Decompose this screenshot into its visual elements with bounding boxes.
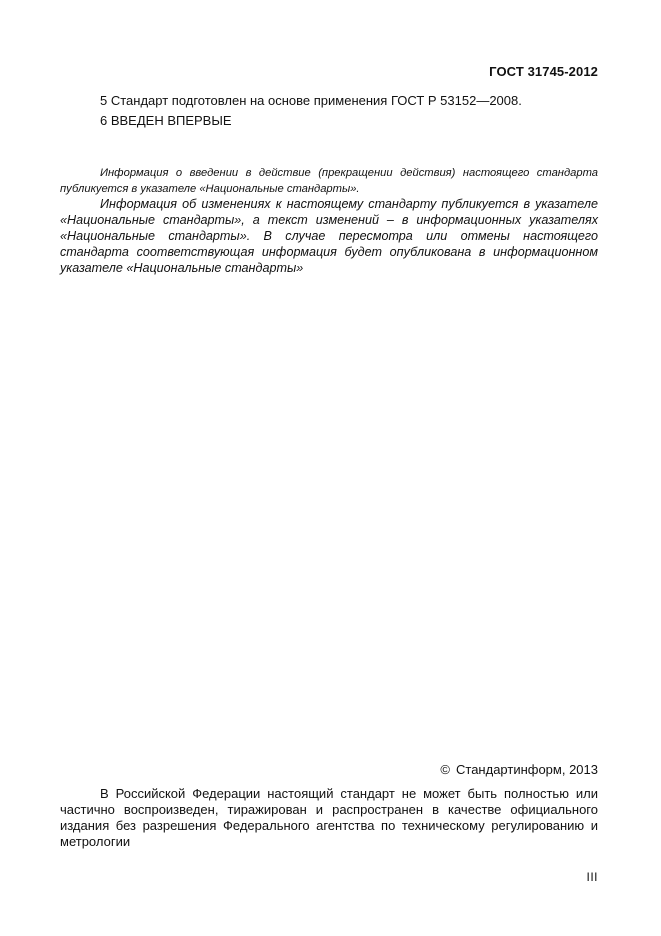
copyright-icon: © (440, 762, 450, 777)
introduction-info-note (60, 165, 598, 197)
copyright-line (440, 762, 598, 777)
changes-info-text: Информация об изменениях к настоящему стандарту публикуется в указателе «Национальные стандарты», а текст изменений – в информационных указателях «Национальные стандарты». В случае пересмотра или отмены настоящего стандарта соответствующая информация будет опубликована в информационном указателе «Национальные стандарты» (60, 197, 598, 275)
introduction-info-text: Информация о введении в действие (прекращении действия) настоящего стандарта публикуется в указателе «Национальные стандарты». (60, 167, 598, 195)
changes-info-note (60, 196, 598, 276)
item-6-introduced-first-time: 6 ВВЕДЕН ВПЕРВЫЕ (100, 113, 232, 128)
copyright-text: Стандартинформ, 2013 (456, 762, 598, 777)
item-5-basis-standard: 5 Стандарт подготовлен на основе применения ГОСТ Р 53152—2008. (100, 93, 522, 108)
reproduction-rights-notice: В Российской Федерации настоящий стандарт не может быть полностью или частично воспроизведен, тиражирован и распространен в качестве официального издания без разрешения Федерального агентства по техническому регулированию и метрологии (60, 786, 598, 849)
page-number: III (586, 870, 598, 884)
document-code-header: ГОСТ 31745-2012 (489, 64, 598, 79)
